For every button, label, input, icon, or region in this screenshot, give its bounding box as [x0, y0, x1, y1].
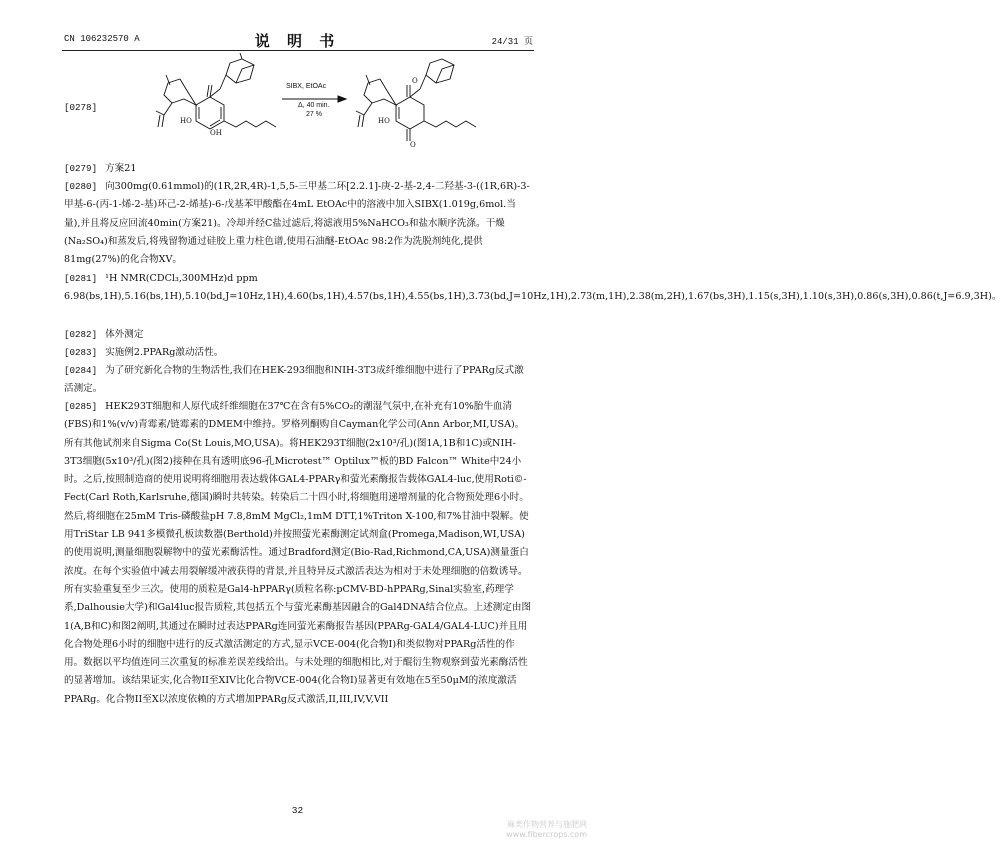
paragraph-text: 体外测定 — [105, 329, 144, 340]
hydroxyl-label-left-top: OH — [210, 129, 222, 137]
paragraph-tag: [0281] — [64, 273, 98, 284]
watermark-line-1: 麻类作物营养与施肥网 — [507, 820, 587, 829]
paragraph-0281 — [64, 270, 1001, 307]
reaction-scheme-drawing — [60, 55, 540, 163]
paragraph-tag: [0280] — [64, 181, 98, 192]
paragraph-0280 — [64, 178, 532, 269]
watermark-line-2: www.fibercrops.com — [506, 830, 587, 839]
paragraph-0282 — [64, 326, 532, 344]
paragraph-text: 向300mg(0.61mmol)的(1R,2R,4R)-1,5,5-三甲基二环[2.2.1]-庚-2-基-2,4-二羟基-3-((1R,6R)-3-甲基-6-(丙-1-烯-2-基)环己-2-烯基)-6-戊基苯甲酸酯在4mL EtOAc中的溶液中加入SIBX(1.019g,6mol.当量),并且将反应回流40min(方案21)。冷却并经C盐过滤后,将滤液用5%NaHCO₃和盐水顺序洗涤。干燥(Na₂SO₄)和蒸发后,将残留物通过硅胶上重力柱色谱,使用石油醚-EtOAc 98:2作为洗脱剂纯化,提供81mg(27%)的化合物XV。 — [64, 181, 530, 266]
condition-label: Δ, 40 min. — [298, 102, 330, 109]
hydroxyl-label-right: HO — [378, 117, 390, 125]
paragraph-0285 — [64, 398, 532, 709]
scheme-paragraph-tag: [0278] — [64, 102, 98, 113]
paragraph-0284 — [64, 362, 532, 399]
page-reference: 24/31 页 — [491, 37, 533, 47]
yield-label: 27 % — [306, 111, 322, 118]
paragraph-text: 方案21 — [105, 163, 137, 174]
page-number: 32 — [291, 805, 304, 816]
paragraph-text: ¹H NMR(CDCl₃,300MHz)d ppm 6.98(bs,1H),5.16(bs,1H),5.10(bd,J=10Hz,1H),4.60(bs,1H),4.57(bs,1H),4.55(bs,1H),3.73(bd,J=10Hz,1H),2.73(m,1H),2.38(m,2H),1.67(bs,3H),1.15(s,3H),1.10(s,3H),0.86(s,3H),0.86(t,J=6.9,3H)。 — [64, 273, 1001, 303]
header-rule — [62, 50, 534, 51]
paragraph-text: 实施例2.PPARg激动活性。 — [105, 347, 224, 358]
patent-number: CN 106232570 A — [64, 34, 140, 44]
paragraph-tag: [0283] — [64, 347, 98, 358]
paragraph-tag: [0282] — [64, 329, 98, 340]
paragraph-text: HEK293T细胞和人原代成纤维细胞在37℃在含有5%CO₂的潮湿气氛中,在补充有10%胎牛血清(FBS)和1%(v/v)青霉素/链霉素的DMEM中维持。罗格列酮购自Cayman化学公司(Ann Arbor,MI,USA)。所有其他试剂来自Sigma Co(St Louis,MO,USA)。将HEK293T细胞(2x10³/孔)(图1A,1B和1C)或NIH-3T3细胞(5x10³/孔)(图2)接种在具有透明底96-孔Microtest™ Optilux™板的BD Falcon™ White中24小时。之后,按照制造商的使用说明将细胞用表达载体GAL4-PPARγ和萤光素酶报告载体GAL4-luc,使用Roti©-Fect(Carl Roth,Karlsruhe,德国)瞬时共转染。转染后二十四小时,将细胞用递增剂量的化合物预处理6小时。然后,将细胞在25mM Tris-磷酸盐pH 7.8,8mM MgCl₂,1mM DTT,1%Triton X-100,和7%甘油中裂解。使用TriStar LB 941多模微孔板读数器(Berthold)并按照萤光素酶测定试剂盒(Promega,Madison,WI,USA)的使用说明,测量细胞裂解物中的萤光素酶活性。通过Bradford测定(Bio-Rad,Richmond,CA,USA)测量蛋白浓度。在每个实验值中减去用裂解缓冲液获得的背景,并且特异反式激活表达为相对于未处理细胞的倍数诱导。所有实验重复至少三次。使用的质粒是Gal4-hPPARγ(质粒名称:pCMV-BD-hPPARg,Sinal实验室,药理学系,Dalhousie大学)和Gal4luc报告质粒,其包括五个与萤光素酶基因融合的Gal4DNA结合位点。上述测定由图1(A,B和C)和图2阐明,其通过在瞬时过表达PPARg连同萤光素酶报告基因(PPARg-GAL4/GAL4-LUC)并且用化合物处理6小时的细胞中进行的反式激活测定的方式,显示VCE-004(化合物I)和类似物对PPARg活性的作用。数据以平均值连同三次重复的标准差误差线给出。与未处理的细胞相比,对于醌衍生物观察到萤光素酶活性的显著增加。该结果证实,化合物II至XIV比化合物VCE-004(化合物I)显著更有效地在5至50μM的浓度激活PPARg。化合物II至X以浓度依赖的方式增加PPARg反式激活,II,III,IV,V,VII — [64, 401, 532, 705]
watermark — [506, 820, 587, 840]
paragraph-0283 — [64, 344, 532, 362]
paragraph-text: 为了研究新化合物的生物活性,我们在HEK-293细胞和NIH-3T3成纤维细胞中进行了PPARg反式激活测定。 — [64, 365, 524, 395]
hydroxyl-label-left: HO — [180, 117, 192, 125]
reaction-scheme — [60, 55, 540, 163]
oxo-label-bottom: O — [410, 141, 416, 149]
document-title: 说 明 书 — [254, 32, 341, 50]
oxo-label-top: O — [412, 77, 418, 85]
paragraph-tag: [0279] — [64, 163, 98, 174]
reagent-label: SIBX, EtOAc — [286, 83, 327, 90]
paragraph-0279 — [64, 160, 532, 178]
paragraph-tag: [0284] — [64, 365, 98, 376]
paragraph-tag: [0285] — [64, 401, 98, 412]
